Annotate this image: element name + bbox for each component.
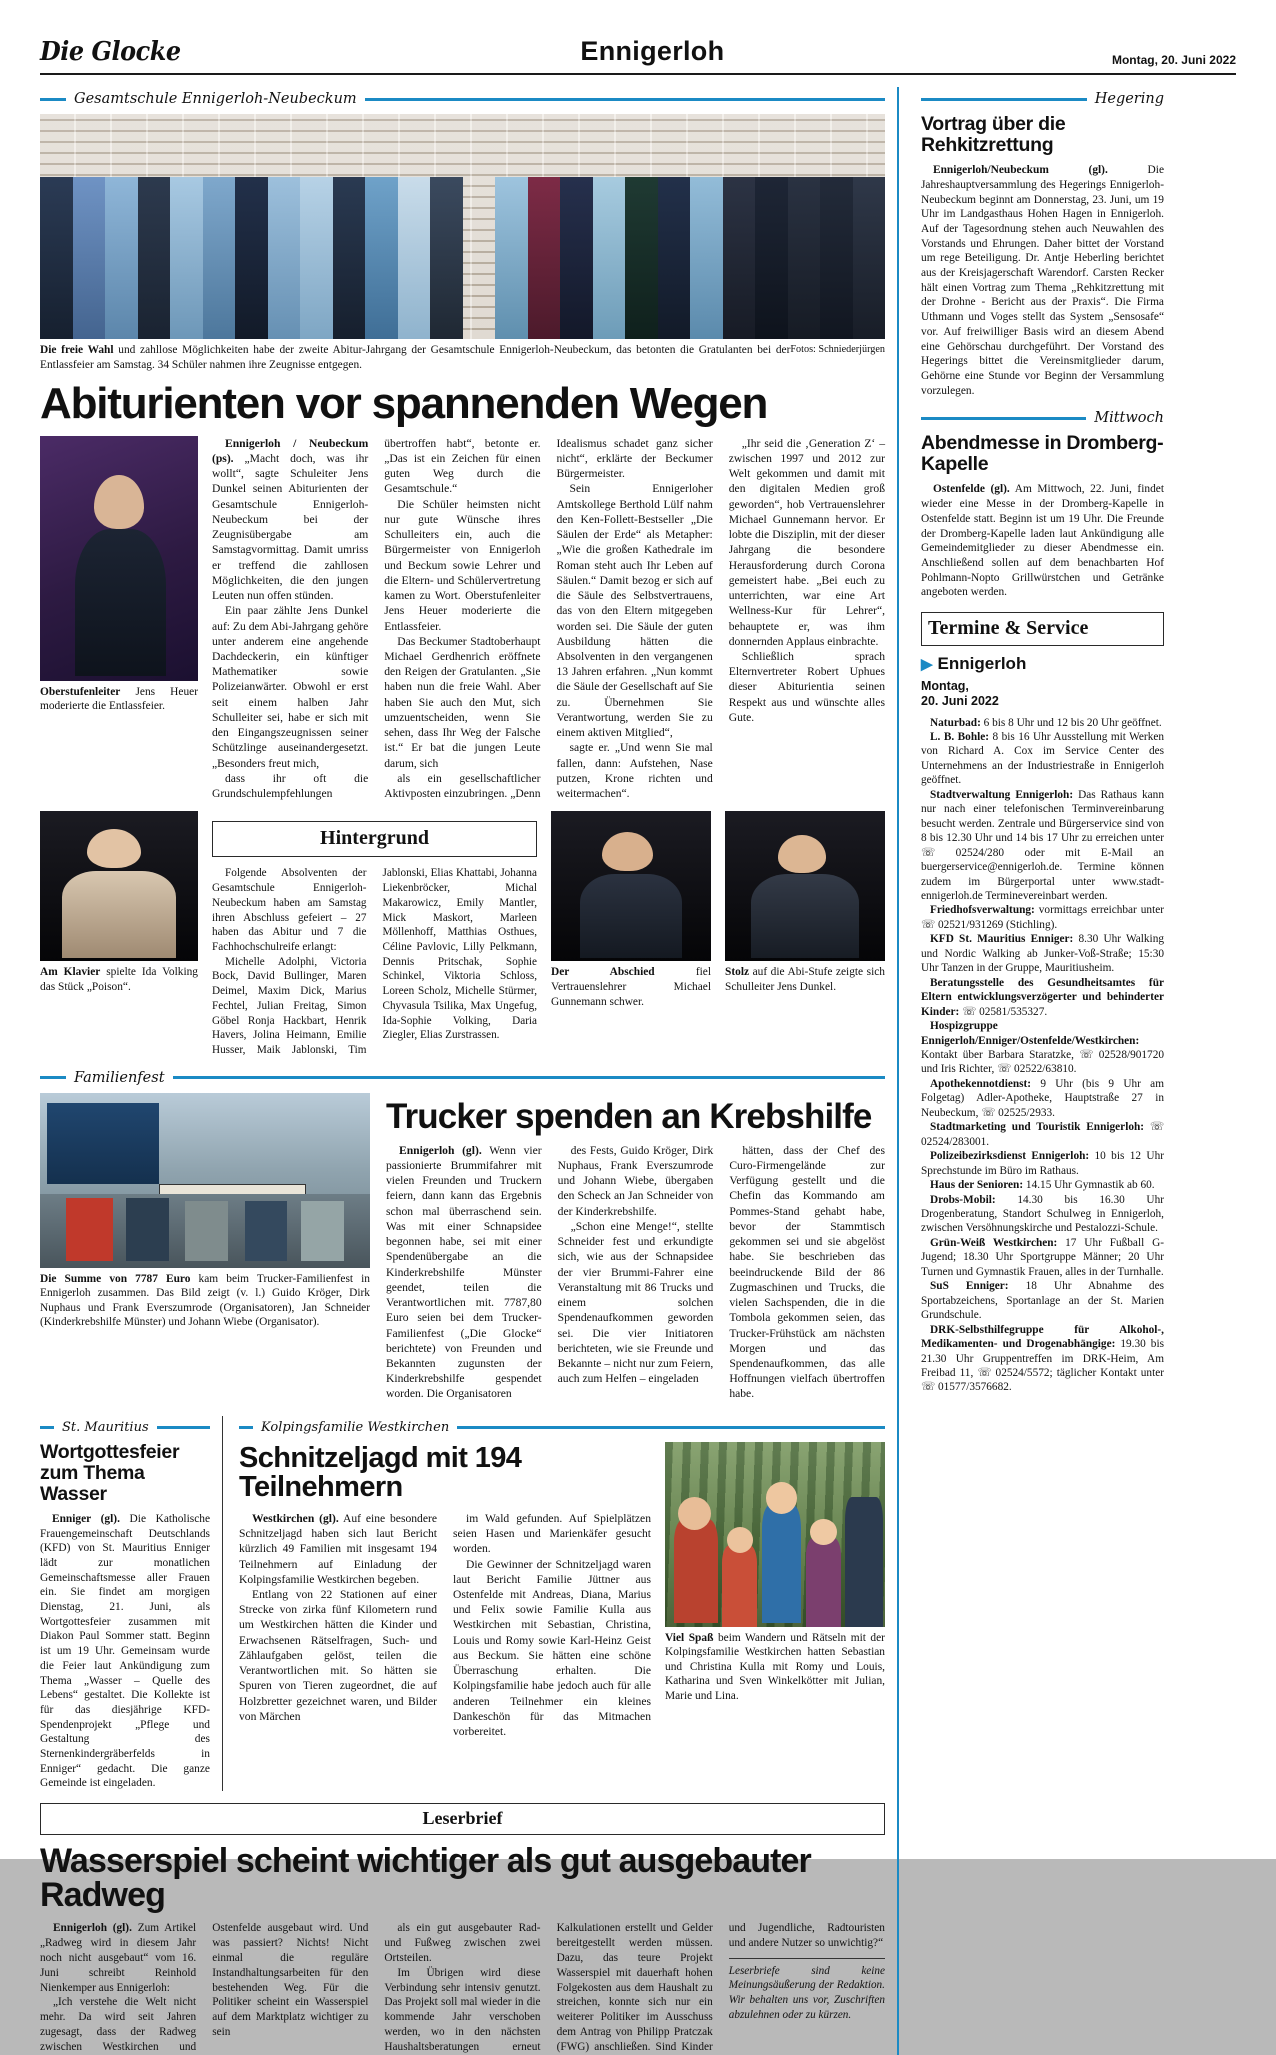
lead-paragraph-0: Ennigerloh / Neubeckum (ps). „Macht doch, was ihr wollt“, sagte Schuleiter Jens Dunkel seinen Abiturienten der Gesamtschule Ennigerloh-Neubeckum bei der Zeugnisübergabe am Samstagvormittag. Damit umriss er treffend die zahllosen Möglichkeiten, die den jungen Leuten nun offen stünden. bbox=[212, 436, 369, 603]
page-body bbox=[40, 87, 1236, 2055]
caption-kolping-lead-in: Viel Spaß bbox=[665, 1631, 714, 1644]
termine-entry bbox=[921, 1279, 1164, 1322]
wortgottesfeier-paragraph: Enniger (gl). Die Katholische Frauengemeinschaft Deutschlands (KFD) von St. Mauritius Enniger lädt zur monatlichen Gemeinschaftsmesse aller Frauen ein. Sie findet am morgigen Dienstag, 21. Juni, als Wortgottesfeier zusammen mit Diakon Paul Sommer statt. Beginn ist um 19 Uhr. Gemeinsam wurde die Feier laut Ankündigung zum Thema „Wasser – Quelle des Lebens“ gestaltet. Die Kollekte ist für das diesjährige KFD-Spendenprojekt „Pflege und Gestaltung des Sternenkindergräberfelds in Enniger“ gedacht. Die ganze Gemeinde ist eingeladen. bbox=[40, 1512, 210, 1790]
section-label-hegering bbox=[921, 91, 1164, 107]
termine-entry bbox=[921, 1120, 1164, 1149]
caption-text: und zahllose Möglichkeiten habe der zweite Abitur-Jahrgang der Gesamtschule Ennigerloh-Neubeckum, das betonten die Gratulanten bei der Entlassfeier am Samstag. 34 Schüler nahmen ihre Zeugnisse entgegen. bbox=[40, 344, 791, 371]
lead-paragraph-6: Sein Ennigerloher Amtskollege Berthold Lülf nahm den Ken-Follett-Bestseller „Die Säulen der Erde“ als Metapher: „Wie die großen Kathedrale im Roman steht auch Ihr Leben auf Säulen.“ Damit bezog er sich auf die Säule des Selbstvertrauens, das von den Eltern mitgegeben worden sei. Die Säule der guten Ausbildung hätten die Absolventen in den vergangenen 13 Jahren erfahren. „Nun kommt die Säule der Gesellschaft auf Sie zu. Übernehmen Sie Verantwortung, werden Sie zu einem aktiven Mitglied“, bbox=[556, 482, 713, 740]
sidebar-column bbox=[897, 87, 1164, 2055]
caption-abschied-text: fiel Vertrauenslehrer Michael Gunnemann schwer. bbox=[551, 966, 712, 1008]
leserbrief-paragraph-1: „Ich verstehe die Welt nicht mehr. Da wird seit Jahren zugesagt, dass der Radweg zwischen Westkirchen und Ostenfelde ausgebaut wird. Und was passiert? Nichts! Nicht einmal die reguläre Instandhaltungsarbeiten für den bestehenden Weg. Für die Politiker scheint ein Wasserspiel auf dem Marktplatz wichtiger zu sein bbox=[40, 1922, 369, 2053]
masthead bbox=[40, 0, 1236, 73]
termine-entry bbox=[921, 1149, 1164, 1178]
mittwoch-dateline: Ostenfelde (gl). bbox=[933, 483, 1010, 496]
caption-jens-heuer bbox=[40, 685, 198, 714]
termine-entry-text: vormittags erreichbar unter ☏ 02521/931269 (Stichling). bbox=[921, 904, 1164, 931]
hegering-paragraph: Ennigerloh/Neubeckum (gl). Die Jahreshauptversammlung des Hegerings Ennigerloh-Neubeckum beginnt am Donnerstag, 23. Juni, um 19 Uhr im Landgasthaus Hohen Hagen in Ennigerloh. Auf der Tagesordnung stehen auch Neuwahlen des Vorstands und Ehrungen. Daher bittet der Vorstand um rege Beteiligung. Dr. Antje Heberling berichtet aus der Kreisjagerschaft Warendorf. Carsten Recker hält einen Vortrag zum Thema „Rehkitzrettung mit der Drohne - Bericht aus der Praxis“. Die Firma Uthmann und Voges stellt das System „Sensosafe“ vor. Auf freiwilliger Basis wird an diesem Abend eine Gehörschau durchgeführt. Der Vorstand des Hegerings bittet die Vereinsmitglieder darum, Gehörne eine Stunde vor Beginn der Versammlung vorzulegen. bbox=[921, 164, 1164, 397]
trucker-headline: Trucker spenden an Krebshilfe bbox=[386, 1096, 872, 1136]
termine-place-label: Ennigerloh bbox=[937, 654, 1027, 674]
photo-block-abschied bbox=[551, 811, 711, 1009]
termine-entry-label: Stadtmarketing und Touristik Ennigerloh: bbox=[930, 1121, 1145, 1134]
rule-left bbox=[40, 98, 66, 101]
leserbrief-dateline: Ennigerloh (gl). bbox=[53, 1922, 132, 1935]
rule-left-hegering bbox=[921, 98, 1087, 101]
lead-paragraph-3: Die Schüler heimsten nicht nur gute Wünsche ihres Schulleiters ein, auch die Bürgermeister von Ennigerloh und Beckum sowie Lehrer und die Eltern- und Schülervertretung kamen zu Wort. Oberstufenleiter Jens Heuer moderierte die Entlassfeier. bbox=[384, 497, 541, 633]
caption-stolz-lead-in: Stolz bbox=[725, 966, 750, 979]
termine-entry-label: Friedhofsverwaltung: bbox=[930, 904, 1035, 917]
section-label-st-mauritius bbox=[40, 1420, 210, 1435]
termine-entry bbox=[921, 976, 1164, 1019]
termine-entry bbox=[921, 730, 1164, 788]
photo-block-heuer bbox=[40, 436, 198, 714]
termine-entry-text: 6 bis 8 Uhr und 12 bis 20 Uhr geöffnet. bbox=[980, 716, 1162, 729]
page-title: Ennigerloh bbox=[580, 36, 725, 66]
caption-stolz-text: auf die Abi-Stufe zeigte sich Schulleiter Jens Dunkel. bbox=[725, 966, 885, 993]
termine-entry-text: 14.15 Uhr Gymnastik ab 60. bbox=[1023, 1179, 1155, 1192]
trucker-paragraph-2: „Schon eine Menge!“, stellte Schneider fest und erkundigte sich, wie aus der Schnapsidee der vier Brummi-Fahrer eine Veranstaltung mit 86 Trucks und einem solchen Spendenaufkommen geworden sei. Die vier Initiatoren berichteten, wie sie Freunde und Bekannte – nicht nur zum Feiern, auch zum Helfen – eingeladen bbox=[557, 1219, 714, 1386]
termine-entry bbox=[921, 1077, 1164, 1120]
lead-paragraph-4: Das Beckumer Stadtoberhaupt Michael Gerdhenrich eröffnete den Reigen der Gratulanten. „Sie haben nun die freie Wahl. Aber haben Sie auch den Mut, sich umzuentscheiden, wenn Sie sehen, dass Ihr Weg der Falsche ist.“ Er bat die jungen Leute darum, sich bbox=[384, 634, 541, 770]
trucker-paragraph-3: hätten, dass der Chef des Curo-Firmengelände zur Verfügung gestellt und die Chefin das Kommando am Pommes-Stand gehabt habe, bevor der Stammtisch gekommen sei und sie abgelöst habe. Sie beschrieben das beeindruckende Bild der 86 Zugmaschinen und Trucks, die vielen Sachspenden, die in die Tombola gekommen seien, das Trucker-Frühstück am nächsten Morgen und das Spendenaufkommen, das alle Hoffnungen vielfach übertroffen habe. bbox=[729, 1143, 885, 1401]
section-label-mittwoch bbox=[921, 410, 1164, 426]
caption-trucker-text: kam beim Trucker-Familienfest in Ennigerloh zusammen. Das Bild zeigt (v. l.) Guido Kröger, Dirk Nuphaus und Frank Everszumrode (Organisatoren), Jan Schneider (Kinderkrebshilfe Münster) und Johann Wiebe (Organisator). bbox=[40, 1272, 370, 1329]
section-label-mauritius-text: St. Mauritius bbox=[62, 1419, 149, 1435]
article-schnitzeljagd bbox=[239, 1416, 885, 1740]
leserbrief-box-title: Leserbrief bbox=[40, 1803, 885, 1835]
section-label-familienfest bbox=[40, 1070, 885, 1086]
section-label-kolping-text: Kolpingsfamilie Westkirchen bbox=[261, 1419, 450, 1435]
hintergrund-intro: Folgende Absolventen der Gesamtschule Ennigerloh-Neubeckum haben am Samstag ihren Abschluss gefeiert – 27 haben das Abitur und 7 die Fachhochschulreife erlangt: bbox=[212, 867, 367, 953]
leserbrief-paragraph-2: als ein gut ausgebauter Rad- und Fußweg zwischen zwei Ortsteilen. bbox=[384, 1922, 541, 1964]
publication-logo: Die Glocke bbox=[40, 37, 181, 67]
section-label-mittwoch-text: Mittwoch bbox=[1094, 410, 1164, 427]
rule-left-mittwoch bbox=[921, 417, 1086, 420]
lead-headline: Abiturienten vor spannenden Wegen bbox=[40, 379, 768, 429]
mittwoch-paragraph: Ostenfelde (gl). Am Mittwoch, 22. Juni, findet wieder eine Messe in der Dromberg-Kapelle in Ostenfelde statt. Beginn ist um 19 Uhr. Die Freunde der Dromberg-Kapelle laden laut Ankündigung alle Gemeindemitglieder zu dieser Abendmesse ein. Anschließend sollen auf dem benachbarten Hof Pohlmann-Nopto Grillwürstchen und Getränke angeboten werden. bbox=[921, 483, 1165, 599]
termine-entry-label: Polizeibezirksdienst Ennigerloh: bbox=[930, 1150, 1090, 1163]
photo-kolping-group bbox=[665, 1442, 885, 1627]
section-label-familienfest-text: Familienfest bbox=[74, 1069, 165, 1086]
termine-entry-label: Drobs-Mobil: bbox=[930, 1193, 996, 1206]
caption-lead-in: Die freie Wahl bbox=[40, 344, 114, 356]
termine-entry bbox=[921, 932, 1164, 975]
photo-block-kolping bbox=[665, 1442, 885, 1704]
termine-entry-label: Stadtverwaltung Ennigerloh: bbox=[930, 788, 1074, 801]
termine-entry-label: Hospizgruppe Ennigerloh/Enniger/Ostenfelde/Westkirchen: bbox=[921, 1020, 1140, 1047]
caption-klavier bbox=[40, 965, 198, 994]
issue-date: Montag, 20. Juni 2022 bbox=[1111, 53, 1236, 67]
article-wortgottesfeier bbox=[40, 1416, 223, 1792]
photo-block-stolz bbox=[725, 811, 885, 994]
termine-entry-text: 9 Uhr (bis 9 Uhr am Folgetag) Adler-Apotheke, Hauptstraße 27 in Neubeckum, ☏ 02525/2933. bbox=[921, 1077, 1164, 1119]
trucker-dateline: Ennigerloh (gl). bbox=[399, 1143, 482, 1157]
section-label-gesamtschule bbox=[40, 91, 885, 107]
trucker-body bbox=[386, 1143, 885, 1402]
termine-entry bbox=[921, 788, 1164, 904]
rule-right bbox=[365, 98, 885, 101]
termine-entry-label: Apothekennotdienst: bbox=[930, 1077, 1032, 1090]
rule-right-familienfest bbox=[173, 1076, 885, 1079]
termine-place bbox=[921, 654, 1164, 674]
photo-graduates bbox=[40, 114, 885, 339]
termine-entry-text: ☏ 02581/535327. bbox=[959, 1005, 1048, 1018]
caption-stolz bbox=[725, 965, 885, 994]
wortgottesfeier-dateline: Enniger (gl). bbox=[52, 1512, 120, 1525]
termine-entry bbox=[921, 716, 1164, 730]
caption-kolping-text: beim Wandern und Rätseln mit der Kolpingsfamilie Westkirchen hatten Sebastian und Christina Kulla mit Romy und Louis, Katharina und Sven Winkelkötter mit Julian, Marie und Lina. bbox=[665, 1631, 885, 1703]
termine-entry-text: 17 Uhr Fußball G-Jugend; 18.30 Uhr Sportgruppe Männer; 20 Uhr Turnen und Gymnastik Frauen, alles in der Turnhalle. bbox=[921, 1236, 1164, 1278]
termine-entry-label: KFD St. Mauritius Enniger: bbox=[930, 933, 1074, 946]
caption-trucker bbox=[40, 1272, 370, 1330]
caption-graduates bbox=[40, 343, 885, 372]
termine-entry-text: 8 bis 16 Uhr Ausstellung mit Werken von Richard A. Cox im Service Center des Unternehmens an der Industriestraße in Ennigerloh geöffnet. bbox=[921, 731, 1165, 787]
wortgottesfeier-headline: Wortgottesfeier zum Thema Wasser bbox=[40, 1440, 180, 1505]
caption2-lead-in: Oberstufenleiter bbox=[40, 685, 121, 698]
termine-entry-label: Haus der Senioren: bbox=[930, 1179, 1024, 1192]
schnitzeljagd-paragraph-0: Westkirchen (gl). Auf eine besondere Schnitzeljagd haben sich laut Bericht kürzlich 49 Familien mit insgesamt 194 Teilnehmern auf Einladung der Kolpingsfamilie Westkirchen begeben. bbox=[239, 1511, 437, 1586]
triangle-right-icon: ▶ bbox=[921, 655, 933, 673]
wortgottesfeier-body bbox=[40, 1512, 210, 1791]
termine-entry-text: 8.30 Uhr Walking und Nordic Walking ab Junker-Voß-Straße; 15:30 Uhr Tanzen in der Gruppe, Mauritiusheim. bbox=[921, 933, 1164, 975]
schnitzeljagd-dateline: Westkirchen (gl). bbox=[252, 1511, 339, 1525]
photo-block-klavier bbox=[40, 811, 198, 994]
schnitzeljagd-body bbox=[239, 1511, 651, 1740]
lead-paragraph-1: Ein paar zählte Jens Dunkel auf: Zu dem Abi-Jahrgang gehöre unter anderem eine angehende Dachdeckerin, ein künftiger Mathematiker sowie Polizeianwärter. Obwohl er erst seit einem halben Jahr Schulleiter sei, habe er sich mit den Eingangszeugnissen seiner Schützlinge auseinandergesetzt. „Besonders freut mich, bbox=[212, 604, 369, 770]
caption-klavier-text: spielte Ida Volking das Stück „Poison“. bbox=[40, 966, 198, 993]
caption-klavier-lead-in: Am Klavier bbox=[40, 966, 101, 979]
photo-klavier bbox=[40, 811, 198, 961]
lead-paragraph-7: sagte er. „Und wenn Sie mal fallen, dann: Aufstehen, Nase putzen, Krone richten und weitermachen“. bbox=[556, 741, 713, 801]
termine-entry-label: Grün-Weiß Westkirchen: bbox=[930, 1236, 1058, 1249]
termine-entry-text: 19.30 bis 21.30 Uhr Gruppentreffen im DRK-Heim, Am Freibad 11, ☏ 02524/5572; täglicher Kontakt unter ☏ 01577/3576682. bbox=[921, 1338, 1164, 1394]
termine-entry bbox=[921, 1323, 1164, 1395]
termine-entry-text: ☏ 02524/283001. bbox=[921, 1121, 1165, 1148]
rule-left-mauritius bbox=[40, 1426, 54, 1429]
lead-paragraph-5: als ein gesellschaftlicher Aktivposten einzubringen. „Denn Idealismus schadet ganz sicher nicht“, erklärte der Beckumer Bürgermeister. bbox=[384, 436, 713, 801]
leserbrief-paragraph-3: Im Übrigen wird diese Verbindung sehr intensiv genutzt. Das Projekt soll mal wieder in die kommende Jahr verschoben werden, wo in den nächsten Haushaltsberatungen erneut Kalkulationen erstellt und Gelder bereitgestellt werden müssen. Dazu, das teure Projekt Wasserspiel mit dauerhaft hohen Folgekosten aus dem Haushalt zu streichen, konnte sich nur ein weiterer Politiker im Ausschuss dem Antrag von Philipp Pratczak (FWG) anschließen. Sind Kinder und Jugendliche, Radtouristen und andere Nutzer so unwichtig?“ bbox=[384, 1922, 885, 2053]
main-column bbox=[40, 87, 885, 2055]
termine-entry-label: SuS Enniger: bbox=[930, 1280, 1009, 1293]
termine-entry bbox=[921, 1019, 1164, 1077]
photo-block-trucker bbox=[40, 1093, 370, 1330]
caption-abschied bbox=[551, 965, 711, 1009]
schnitzeljagd-headline: Schnitzeljagd mit 194 Teilnehmern bbox=[239, 1441, 522, 1504]
termine-entry-text: 18 Uhr Abnahme des Sportabzeichens, Sportanlage an der St. Marien Grundschule. bbox=[921, 1280, 1164, 1322]
rule-left-familienfest bbox=[40, 1076, 66, 1079]
hegering-headline: Vortrag über die Rehkitzrettung bbox=[921, 113, 1066, 157]
hegering-body bbox=[921, 163, 1164, 398]
termine-date bbox=[921, 679, 1164, 709]
rule-left-kolping bbox=[239, 1426, 253, 1429]
leserbrief-headline: Wasserspiel scheint wichtiger als gut ausgebauter Radweg bbox=[40, 1842, 811, 1915]
hintergrund-body bbox=[212, 866, 537, 1057]
masthead-rule bbox=[40, 73, 1236, 75]
hintergrund-names: Michelle Adolphi, Victoria Bock, David Bullinger, Maren Deimel, Maxim Dick, Marius Fechtel, Julian Freitag, Simon Göbel Ronja Hackbart, Henrik Havers, Jolina Heimann, Emilie Husser, Maik Jablonski, Tim Jablonski, Elias Khattabi, Johanna Liekenbröcker, Michal Makarowicz, Emily Mantler, Mick Maskort, Marleen Möllenhoff, Matthias Osthues, Céline Pavlovic, Lilly Pelkmann, Dennis Pritschak, Sophie Schinkel, Viktoria Schloss, Loreen Scholz, Michelle Stürmer, Chyvasula Tsilika, Max Ungefug, Ida-Sophie Volking, Daria Ziegler, Elias Zurstrassen. bbox=[212, 867, 537, 1056]
caption-trucker-lead-in: Die Summe von 7787 Euro bbox=[40, 1272, 191, 1285]
rule-right-mauritius bbox=[157, 1426, 210, 1429]
photo-people bbox=[40, 177, 885, 339]
hintergrund-box-title: Hintergrund bbox=[212, 821, 537, 857]
photo-credit: Fotos: Schniederjürgen bbox=[790, 344, 885, 355]
termine-entry bbox=[921, 1236, 1164, 1279]
photo-stolz bbox=[725, 811, 885, 961]
section-label-kolpingsfamilie bbox=[239, 1420, 885, 1435]
mittwoch-headline: Abendmesse in Dromberg-Kapelle bbox=[921, 432, 1164, 476]
mittwoch-body bbox=[921, 482, 1164, 600]
termine-entry-list bbox=[921, 716, 1164, 1395]
schnitzeljagd-paragraph-3: Die Gewinner der Schnitzeljagd waren laut Bericht Familie Jüttner aus Ostenfelde mit Andreas, Diana, Marius und Felix sowie Familie Kulla aus Westkirchen mit Sebastian, Christina, Louis und Romy sowie Karl-Heinz Geist aus Beckum. Sie hätten eine schöne Überraschung erhalten. Die Kolpingsfamilie habe jedoch auch für alle anderen Teilnehmer ein kleines Dankeschön für das Mitmachen vorbereitet. bbox=[453, 1557, 651, 1739]
photo-jens-heuer bbox=[40, 436, 198, 681]
section-label-text: Gesamtschule Ennigerloh-Neubeckum bbox=[74, 91, 357, 107]
section-label-hegering-text: Hegering bbox=[1094, 91, 1164, 107]
caption2-text: Jens Heuer moderierte die Entlassfeier. bbox=[40, 685, 198, 713]
lead-dateline: Ennigerloh / Neubeckum (ps). bbox=[212, 436, 369, 465]
caption-kolping bbox=[665, 1631, 885, 1704]
rule-right-kolping bbox=[457, 1426, 885, 1429]
lead-paragraph-9: Schließlich sprach Elternvertreter Robert Uphues dieser Abiturientia seinen Respekt aus und wünschte alles Gute. bbox=[728, 650, 885, 724]
leserbrief-paragraph-0: Ennigerloh (gl). Zum Artikel „Radweg wird in diesem Jahr noch nicht ausgebaut“ vom 16. Juni schreibt Reinhold Nienkemper aus Ennigerloh: bbox=[40, 1922, 197, 1994]
leserbrief-disclaimer: Leserbriefe sind keine Meinungsäußerung der Redaktion. Wir behalten uns vor, Zuschriften abzulehnen oder zu kürzen. bbox=[729, 1958, 885, 2022]
termine-entry-label: DRK-Selbsthilfegruppe für Alkohol-, Medikamenten- und Drogenabhängige: bbox=[921, 1323, 1164, 1351]
schnitzeljagd-paragraph-1: Entlang von 22 Stationen auf einer Strecke von zirka fünf Kilometern rund um Westkirchen hätten die Kinder und Erwachsenen Rätselfragen, Such- und Zählaufgaben gelöst, teilen die Verantwortlichen mit. So hätten sie Spuren von Tieren zugeordnet, die auf Holzbretter gezeichnet waren, und Bilder von Märchen bbox=[239, 1588, 437, 1723]
termine-entry-label: Beratungsstelle des Gesundheitsamtes für Eltern entwicklungsverzögerter und behinderter Kinder: bbox=[921, 976, 1164, 1018]
lead-paragraph-8: „Ihr seid die ‚Generation Z‘ – zwischen 1997 und 2012 zur Welt gekommen und damit mit den digitalen Medien groß geworden“, hob Vertrauenslehrer Michael Gunnemann hervor. Er lobte die Disziplin, mit der dieser Jahrgang die besondere Herausforderung durch Corona gemeistert habe. „Bei euch zu unterrichten, war eine Art Wellness-Kur für Lehrer“, behauptete er, was ihm donnernden Applaus einbrachte. bbox=[728, 436, 885, 648]
hegering-dateline: Ennigerloh/Neubeckum (gl). bbox=[933, 164, 1108, 177]
lead-article-body bbox=[212, 436, 885, 802]
trucker-paragraph-1: des Fests, Guido Kröger, Dirk Nuphaus, Frank Everszumrode und Johann Wiebe, übergaben den Scheck an Jan Schneider von der Kinderkrebshilfe. bbox=[557, 1143, 714, 1218]
termine-date-line2: 20. Juni 2022 bbox=[921, 693, 999, 708]
termine-date-line1: Montag, bbox=[921, 679, 969, 694]
termine-entry-text: Kontakt über Barbara Staratzke, ☏ 02528/901720 und Iris Richter, ☏ 02522/63810. bbox=[921, 1048, 1164, 1076]
photo-trucker bbox=[40, 1093, 370, 1268]
caption-abschied-lead-in: Der Abschied bbox=[551, 966, 655, 979]
photo-abschied bbox=[551, 811, 711, 961]
leserbrief-body bbox=[40, 1921, 885, 2055]
termine-entry-label: Naturbad: bbox=[930, 716, 981, 729]
termine-entry bbox=[921, 1193, 1164, 1236]
termine-entry-text: 10 bis 12 Uhr Sprechstunde im Büro im Rathaus. bbox=[921, 1150, 1164, 1177]
termine-entry-text: Das Rathaus kann nur nach einer telefonischen Terminvereinbarung besucht werden. Zentrale und Bürgerservice sind von 8 bis 12.30 Uhr und 14 bis 17 Uhr zu erreichen unter ☏ 02524/280 oder mit E-Mail an buergerservice@ennigerloh.de. Termine können zudem im Bürgerportal unter www.stadt-ennigerloh.de Terminevereinbart werden. bbox=[921, 788, 1164, 902]
termine-entry-label: L. B. Bohle: bbox=[930, 731, 990, 744]
termine-entry bbox=[921, 903, 1164, 932]
lead-paragraph-2: dass ihr oft die Grundschulempfehlungen übertroffen habt“, betonte er. „Das ist ein Zeichen für einen guten Weg durch die Gesamtschule.“ bbox=[212, 436, 541, 801]
termine-entry-text: 14.30 bis 16.30 Uhr Drogenberatung, Standort Schulweg in Ennigerloh, zwischen Versöhnungskirche und Pestalozzi-Schule. bbox=[921, 1193, 1164, 1235]
termine-entry bbox=[921, 1178, 1164, 1192]
termine-service-title: Termine & Service bbox=[921, 612, 1164, 646]
schnitzeljagd-paragraph-2: im Wald gefunden. Auf Spielplätzen seien Hasen und Marienkäfer gesucht worden. bbox=[453, 1511, 651, 1556]
trucker-paragraph-0: Ennigerloh (gl). Wenn vier passionierte Brummifahrer mit vielen Freunden und Truckern feiern, dann kann das Ergebnis schon mal überraschend sein. Was mit einer Schnapsidee begonnen habe, sei mit einer Spendenübergabe an die Kinderkrebshilfe Münster geendet, teilen die Verantwortlichen mit. 7787,80 Euro seien bei dem Trucker-Familienfest („Die Glocke“ berichtete) von Freunden und Bekannten zugunsten der Kinderkrebshilfe gespendet worden. Die Organisatoren bbox=[386, 1143, 542, 1401]
